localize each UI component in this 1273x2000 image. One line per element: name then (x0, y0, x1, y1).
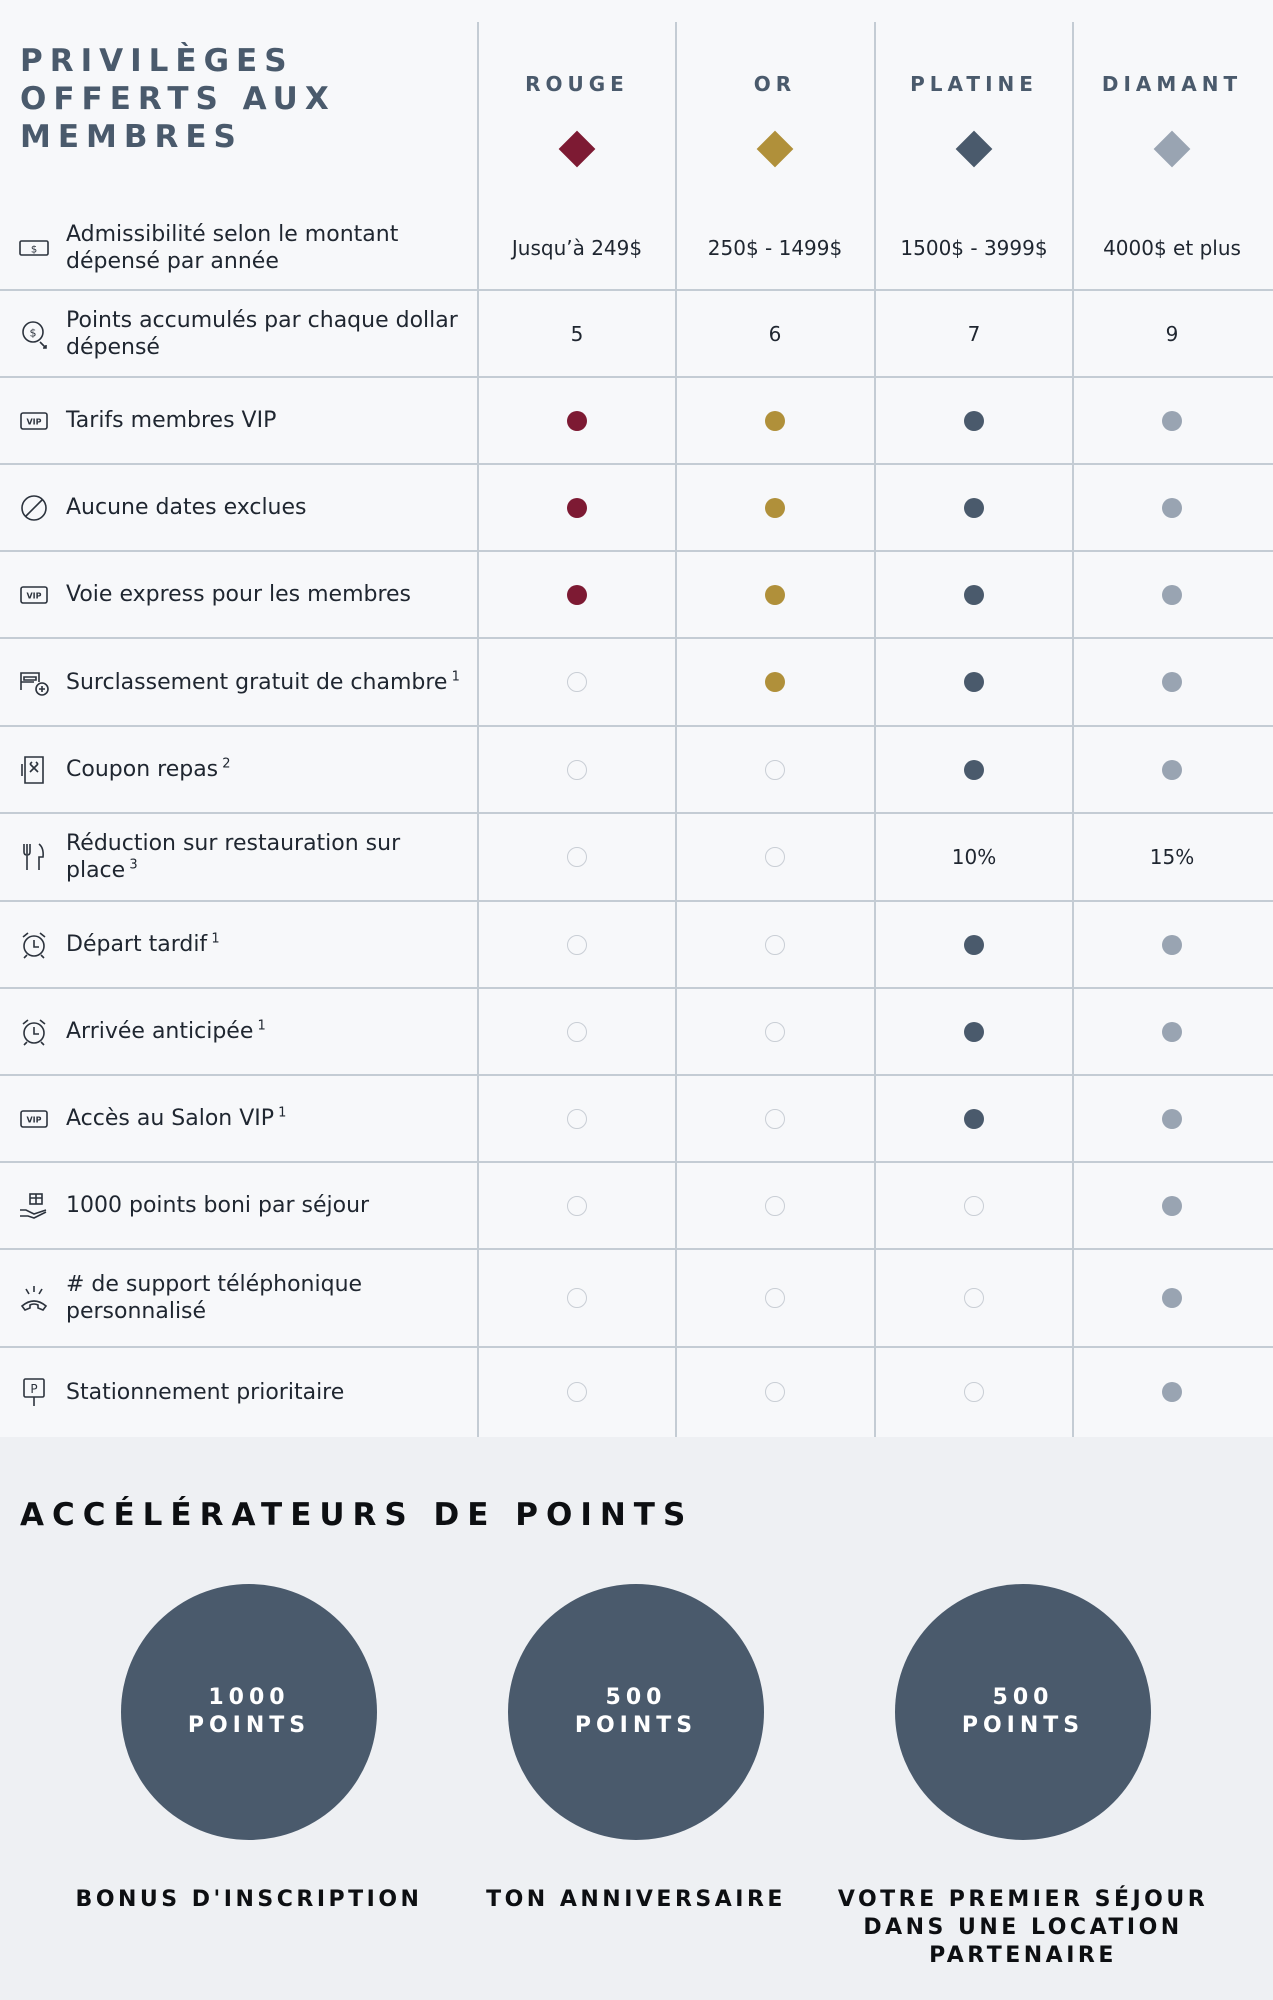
table-row (0, 638, 1273, 726)
ringing-phone-icon (18, 1282, 50, 1314)
tier-cell-rouge (478, 377, 676, 464)
cell-value: 4000$ et plus (1103, 236, 1241, 260)
tier-diamond-icon (559, 131, 596, 168)
tier-header-rouge (478, 72, 676, 162)
tier-cell-platine (875, 1347, 1073, 1437)
table-row (0, 1162, 1273, 1249)
not-included-dot (964, 1288, 984, 1308)
table-row (0, 726, 1273, 813)
included-dot (1162, 760, 1182, 780)
svg-text:$: $ (29, 326, 37, 339)
tier-cell-rouge (478, 206, 676, 290)
included-dot (765, 672, 785, 692)
tier-cell-or (676, 1075, 874, 1162)
included-dot (964, 1109, 984, 1129)
not-included-dot (765, 1022, 785, 1042)
row-label-text: Réduction sur restauration sur place (66, 831, 401, 883)
no-entry-icon (18, 492, 50, 524)
tier-diamond-icon (1154, 131, 1191, 168)
included-dot (567, 585, 587, 605)
row-label (66, 1105, 466, 1132)
included-dot (964, 411, 984, 431)
included-dot (964, 498, 984, 518)
row-label-text: Surclassement gratuit de chambre (66, 669, 448, 695)
tier-cell-diamant (1073, 901, 1271, 988)
included-dot (765, 585, 785, 605)
tier-cell-or (676, 206, 874, 290)
tier-diamond-icon (757, 131, 794, 168)
included-dot (1162, 585, 1182, 605)
cell-value: 6 (768, 321, 782, 346)
not-included-dot (765, 760, 785, 780)
row-label-text: # de support téléphonique personnalisé (66, 1272, 363, 1324)
tier-cell-diamant (1073, 464, 1271, 551)
tier-header-platine (875, 72, 1073, 162)
cell-value: 1500$ - 3999$ (900, 236, 1048, 260)
footnote-marker: 1 (207, 931, 220, 947)
row-label-text: Arrivée anticipée (66, 1019, 254, 1044)
included-dot (964, 1022, 984, 1042)
table-row (0, 1075, 1273, 1162)
tier-cell-platine (875, 290, 1073, 377)
footnote-marker: 2 (218, 756, 231, 772)
cell-value: 9 (1165, 321, 1179, 346)
row-label (66, 756, 466, 783)
included-dot (765, 411, 785, 431)
alarm-clock-icon (18, 1016, 50, 1048)
accelerator-label: BONUS D'INSCRIPTION (75, 1887, 423, 1912)
tier-cell-or (676, 638, 874, 726)
tier-cell-diamant (1073, 638, 1271, 726)
tier-cell-rouge (478, 1249, 676, 1347)
not-included-dot (567, 1196, 587, 1216)
not-included-dot (567, 847, 587, 867)
tier-cell-platine (875, 638, 1073, 726)
svg-text:VIP: VIP (26, 1115, 42, 1124)
row-label (66, 1192, 466, 1219)
gift-hand-icon (18, 1190, 50, 1222)
tier-cell-or (676, 1162, 874, 1249)
tier-name: DIAMANT (1101, 72, 1243, 96)
footnote-marker: 1 (253, 1018, 266, 1034)
tier-cell-or (676, 464, 874, 551)
row-label (66, 307, 466, 361)
not-included-dot (765, 1382, 785, 1402)
tier-cell-platine (875, 551, 1073, 638)
tier-cell-platine (875, 464, 1073, 551)
row-label (66, 669, 466, 696)
points-circle (508, 1584, 764, 1840)
row-label (66, 581, 466, 608)
table-row (0, 1347, 1273, 1437)
tier-name: PLATINE (910, 72, 1038, 96)
row-label (66, 407, 466, 434)
not-included-dot (765, 1288, 785, 1308)
tier-cell-rouge (478, 988, 676, 1075)
section-title: PRIVILÈGES OFFERTS AUX MEMBRES (20, 43, 336, 155)
row-label-text: Coupon repas (66, 757, 219, 782)
tier-cell-platine (875, 726, 1073, 813)
tier-cell-rouge (478, 1075, 676, 1162)
cell-value: 5 (570, 321, 584, 346)
tier-cell-rouge (478, 551, 676, 638)
not-included-dot (964, 1196, 984, 1216)
accelerator-item (49, 1584, 449, 1914)
tier-cell-rouge (478, 901, 676, 988)
not-included-dot (964, 1382, 984, 1402)
included-dot (1162, 1022, 1182, 1042)
alarm-clock-icon (18, 929, 50, 961)
accelerator-item (823, 1584, 1223, 1970)
dollar-bill-icon (18, 232, 50, 264)
included-dot (964, 935, 984, 955)
row-label (66, 221, 466, 275)
row-label-text: 1000 points boni par séjour (66, 1193, 370, 1218)
included-dot (567, 498, 587, 518)
table-row (0, 290, 1273, 377)
tier-cell-diamant (1073, 1075, 1271, 1162)
tier-cell-diamant (1073, 1162, 1271, 1249)
tier-cell-or (676, 901, 874, 988)
row-label-text: Aucune dates exclues (66, 495, 307, 520)
tier-cell-rouge (478, 726, 676, 813)
tier-cell-platine (875, 1075, 1073, 1162)
tier-cell-diamant (1073, 988, 1271, 1075)
tier-cell-diamant (1073, 1347, 1271, 1437)
points-amount: 500 (605, 1685, 667, 1710)
tier-cell-diamant (1073, 551, 1271, 638)
not-included-dot (567, 935, 587, 955)
row-label (66, 1018, 466, 1045)
vip-badge-icon (18, 1103, 50, 1135)
tier-cell-or (676, 551, 874, 638)
accelerator-label: TON ANNIVERSAIRE (486, 1887, 786, 1912)
included-dot (567, 411, 587, 431)
vip-badge-icon (18, 579, 50, 611)
table-row (0, 901, 1273, 988)
meal-coupon-icon (18, 754, 50, 786)
tier-cell-platine (875, 988, 1073, 1075)
row-label-text: Tarifs membres VIP (66, 408, 277, 433)
table-row (0, 1249, 1273, 1347)
table-row (0, 813, 1273, 901)
tier-cell-rouge (478, 1347, 676, 1437)
included-dot (1162, 498, 1182, 518)
tier-name: OR (753, 72, 797, 96)
not-included-dot (567, 1382, 587, 1402)
accelerator-item (436, 1584, 836, 1914)
points-accelerators (0, 1437, 1273, 2000)
bed-upgrade-icon (18, 666, 50, 698)
row-label (66, 931, 466, 958)
not-included-dot (567, 760, 587, 780)
points-unit: POINTS (961, 1713, 1085, 1738)
cell-value: 10% (951, 845, 997, 869)
tier-cell-rouge (478, 290, 676, 377)
not-included-dot (567, 1288, 587, 1308)
footnote-marker: 1 (274, 1105, 287, 1121)
row-label-text: Accès au Salon VIP (66, 1106, 275, 1131)
parking-sign-icon (18, 1376, 50, 1408)
not-included-dot (567, 672, 587, 692)
tier-cell-diamant (1073, 726, 1271, 813)
included-dot (1162, 1288, 1182, 1308)
tier-cell-or (676, 377, 874, 464)
included-dot (1162, 935, 1182, 955)
tier-cell-diamant (1073, 1249, 1271, 1347)
tier-cell-or (676, 1249, 874, 1347)
footnote-marker: 3 (125, 857, 138, 873)
tier-cell-platine (875, 1162, 1073, 1249)
tier-cell-platine (875, 206, 1073, 290)
tier-cell-platine (875, 1249, 1073, 1347)
included-dot (765, 498, 785, 518)
tier-cell-diamant (1073, 377, 1271, 464)
included-dot (1162, 1382, 1182, 1402)
points-circle (895, 1584, 1151, 1840)
included-dot (964, 760, 984, 780)
cell-value: Jusqu’à 249$ (511, 236, 643, 260)
cell-value: 250$ - 1499$ (707, 236, 843, 260)
tier-name: ROUGE (525, 72, 629, 96)
table-row (0, 377, 1273, 464)
tier-cell-or (676, 813, 874, 901)
tier-cell-rouge (478, 464, 676, 551)
row-label (66, 1379, 466, 1406)
tier-cell-rouge (478, 638, 676, 726)
included-dot (1162, 672, 1182, 692)
dollar-coin-icon (18, 318, 50, 350)
row-label-text: Départ tardif (66, 932, 208, 957)
tier-cell-or (676, 1347, 874, 1437)
cell-value: 15% (1149, 845, 1195, 869)
svg-text:P: P (30, 1382, 38, 1396)
tier-cell-diamant (1073, 813, 1271, 901)
fork-knife-icon (18, 841, 50, 873)
svg-text:$: $ (30, 244, 38, 256)
not-included-dot (567, 1109, 587, 1129)
tier-cell-rouge (478, 813, 676, 901)
svg-text:VIP: VIP (26, 417, 42, 426)
cell-value: 7 (967, 321, 981, 346)
points-circle (121, 1584, 377, 1840)
accelerator-label: VOTRE PREMIER SÉJOUR DANS UNE LOCATION PARTENAIRE (837, 1887, 1209, 1968)
table-row (0, 551, 1273, 638)
row-label-text: Stationnement prioritaire (66, 1379, 345, 1405)
points-amount: 500 (992, 1685, 1054, 1710)
not-included-dot (765, 935, 785, 955)
row-label (66, 830, 466, 884)
included-dot (1162, 411, 1182, 431)
svg-text:VIP: VIP (26, 591, 42, 600)
row-label-text: Admissibilité selon le montant dépensé par année (66, 222, 399, 274)
included-dot (1162, 1196, 1182, 1216)
table-row (0, 206, 1273, 290)
row-label-text: Voie express pour les membres (66, 582, 412, 607)
tier-cell-or (676, 726, 874, 813)
tier-diamond-icon (956, 131, 993, 168)
points-unit: POINTS (187, 1713, 311, 1738)
tier-cell-platine (875, 901, 1073, 988)
tier-header-diamant (1073, 72, 1271, 162)
not-included-dot (765, 847, 785, 867)
points-unit: POINTS (574, 1713, 698, 1738)
not-included-dot (765, 1109, 785, 1129)
not-included-dot (765, 1196, 785, 1216)
table-row (0, 464, 1273, 551)
tier-cell-platine (875, 813, 1073, 901)
tier-cell-diamant (1073, 290, 1271, 377)
vip-badge-icon (18, 405, 50, 437)
not-included-dot (567, 1022, 587, 1042)
tier-cell-or (676, 988, 874, 1075)
row-label-text: Points accumulés par chaque dollar dépensé (66, 307, 458, 360)
included-dot (1162, 1109, 1182, 1129)
footnote-marker: 1 (447, 669, 460, 685)
row-label (66, 1271, 466, 1325)
tier-cell-or (676, 290, 874, 377)
accelerators-title: ACCÉLÉRATEURS DE POINTS (20, 1497, 694, 1533)
included-dot (964, 585, 984, 605)
tier-cell-platine (875, 377, 1073, 464)
included-dot (964, 672, 984, 692)
tier-cell-diamant (1073, 206, 1271, 290)
tier-header-or (676, 72, 874, 162)
table-row (0, 988, 1273, 1075)
points-amount: 1000 (208, 1685, 290, 1710)
row-label (66, 494, 466, 521)
tier-cell-rouge (478, 1162, 676, 1249)
